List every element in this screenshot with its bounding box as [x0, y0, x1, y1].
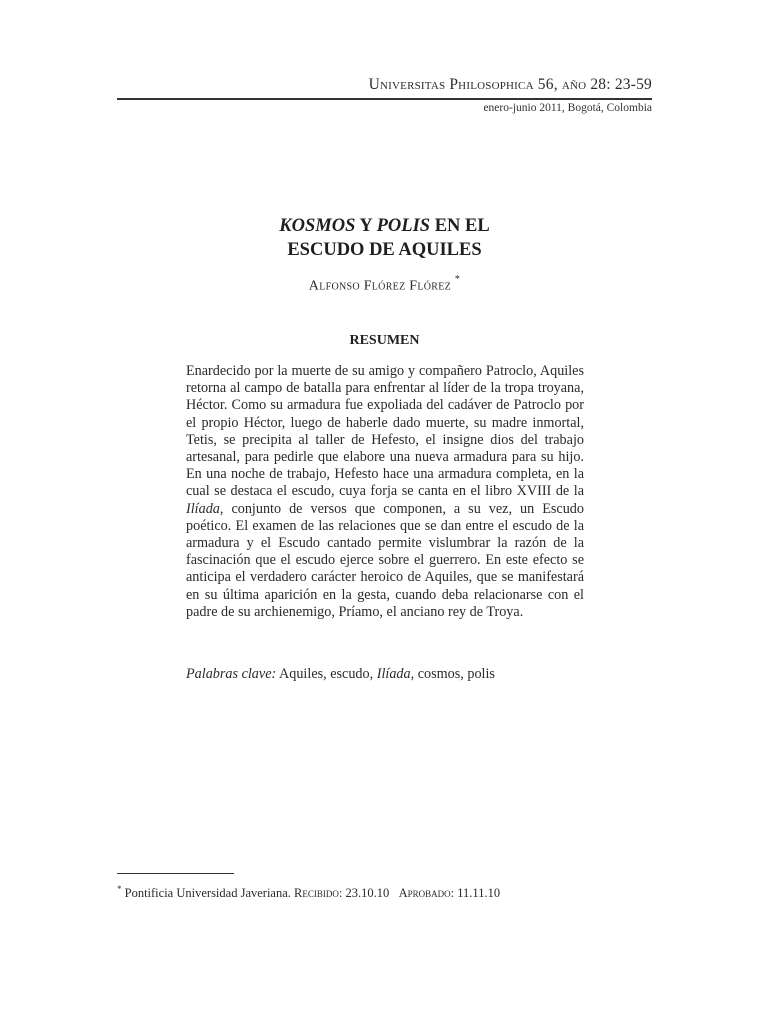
- approved-date: : 11.11.10: [450, 886, 501, 901]
- abstract-body: [186, 363, 584, 621]
- abstract-text-1: Enardecido por la muerte de su amigo y compañero Patroclo, Aquiles retorna al campo de batalla para enfrentar al líder de la tropa troyana, Héctor. Como su armadura fue expoliada del cadáver de Patroclo por el propio Héctor, luego de haberle dado muerte, su madre inmortal, Tetis, se precipita al taller de Hefesto, el insigne dios del trabajo artesanal, para pedirle que elabore una nueva armadura para su hijo. En una noche de trabajo, Hefesto hace una armadura completa, en la cual se destaca el escudo, cuya forja se canta en el libro XVIII de la: [186, 363, 584, 500]
- footnote-institution: Pontificia Universidad Javeriana.: [121, 886, 295, 901]
- author-line: [117, 276, 652, 295]
- author-name: Alfonso Flórez Flórez: [308, 278, 452, 294]
- footnote: [117, 884, 652, 901]
- journal-name: Universitas Philosophica 56, año 28: 23-59: [368, 76, 652, 93]
- title-polis: POLIS: [376, 216, 431, 236]
- received-label: Recibido: [294, 886, 339, 901]
- keywords-label: Palabras clave:: [186, 666, 277, 682]
- received-date: : 23.10.10: [338, 886, 399, 901]
- header-rule: [117, 98, 652, 100]
- issue-info: enero-junio 2011, Bogotá, Colombia: [483, 102, 652, 114]
- footnote-mark: *: [117, 884, 122, 894]
- journal-header: [117, 76, 652, 94]
- approved-label: Aprobado: [398, 886, 451, 901]
- title-line-1: [117, 214, 652, 238]
- title-y: Y: [355, 216, 377, 236]
- author-footnote-mark: *: [454, 274, 461, 285]
- abstract-text-2: , conjunto de versos que componen, a su vez, un Escudo poético. El examen de las relaciones que se dan entre el escudo de la armadura y el Escudo cantado permite vislumbrar la razón de la fascinación que el escudo ejerce sobre el guerrero. En este efecto se anticipa el verdadero carácter heroico de Aquiles, que se manifestará en su última aparición en la gesta, cuando deba relacionarse con el padre de su archienemigo, Príamo, el anciano rey de Troya.: [186, 500, 584, 620]
- keywords-part-2: , cosmos, polis: [410, 666, 495, 682]
- keywords-part-1: Aquiles, escudo,: [276, 666, 377, 682]
- abstract-heading: RESUMEN: [349, 333, 420, 348]
- footnote-rule: [117, 873, 234, 874]
- title-line-2: ESCUDO DE AQUILES: [287, 240, 482, 260]
- abstract-iliada: Ilíada: [186, 500, 220, 517]
- article-title: [117, 214, 652, 262]
- title-en-el: EN EL: [430, 216, 490, 236]
- title-kosmos: KOSMOS: [279, 216, 356, 236]
- keywords: [186, 666, 584, 683]
- keywords-iliada: Ilíada: [376, 666, 411, 682]
